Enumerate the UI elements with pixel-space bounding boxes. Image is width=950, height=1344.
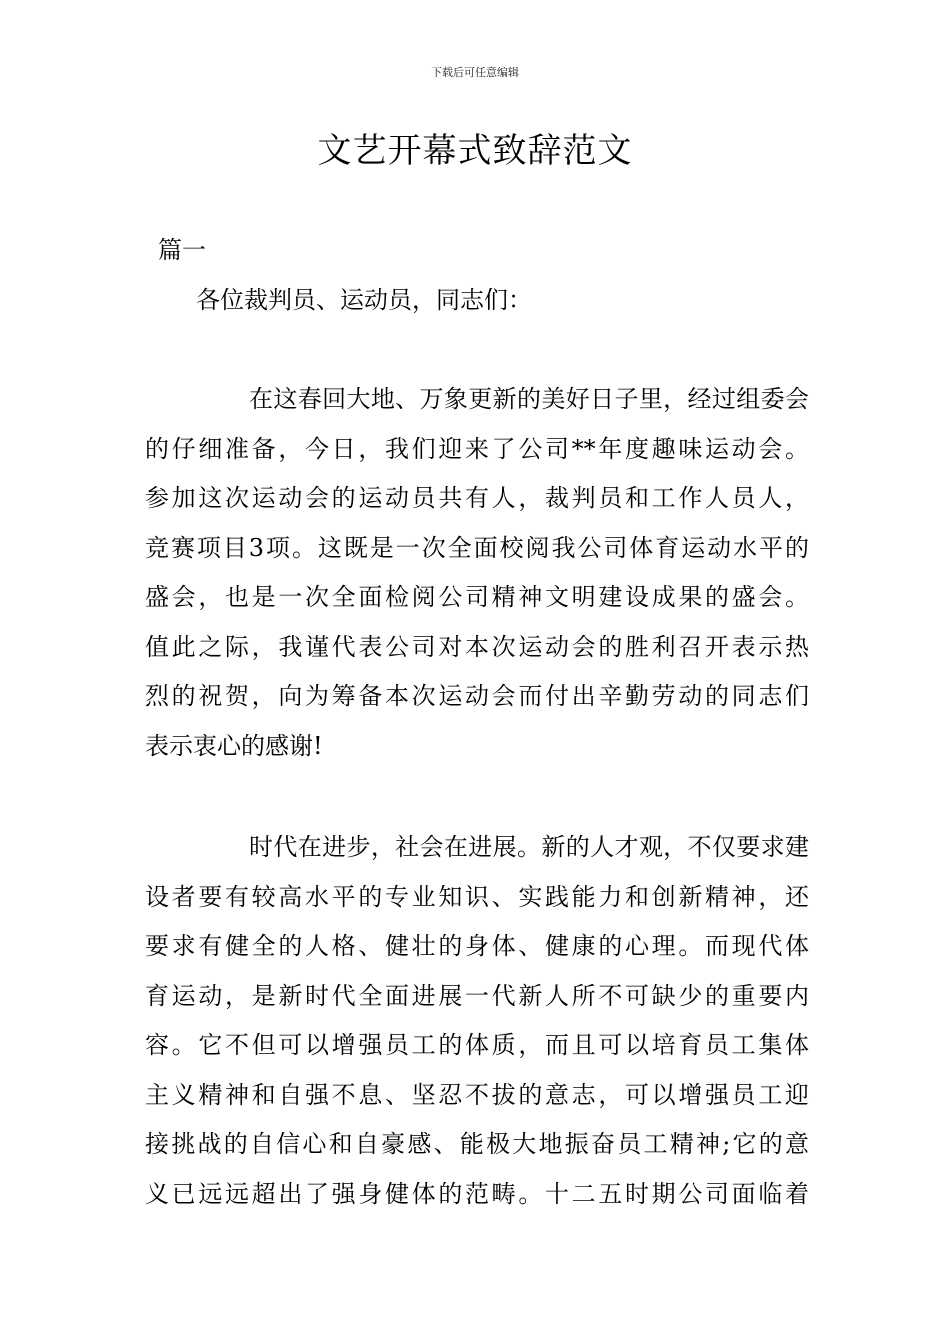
- paragraph-line: 盛会，也是一次全面检阅公司精神文明建设成果的盛会。: [145, 583, 809, 611]
- paragraph-line: 表示衷心的感谢!: [145, 731, 323, 760]
- paragraph-line: 主义精神和自强不息、坚忍不拔的意志，可以增强员工迎: [145, 1080, 809, 1109]
- paragraph-line: 竞赛项目3项。这既是一次全面校阅我公司体育运动水平的: [145, 533, 809, 562]
- header-note: 下载后可任意编辑: [431, 66, 519, 79]
- paragraph-line: 容。它不但可以增强员工的体质，而且可以培育员工集体: [145, 1031, 809, 1059]
- paragraph-line: 义已远远超出了强身健体的范畴。十二五时期公司面临着: [145, 1179, 809, 1208]
- paragraph-line: 育运动，是新时代全面进展一代新人所不可缺少的重要内: [145, 981, 809, 1010]
- paragraph-line: 接挑战的自信心和自豪感、能极大地振奋员工精神;它的意: [145, 1130, 809, 1158]
- paragraph-line: 时代在进步，社会在进展。新的人才观，不仅要求建: [249, 833, 809, 861]
- paragraph-line: 烈的祝贺，向为筹备本次运动会而付出辛勤劳动的同志们: [145, 682, 809, 710]
- paragraph-line: 要求有健全的人格、健壮的身体、健康的心理。而现代体: [145, 932, 809, 960]
- paragraph-line: 设者要有较高水平的专业知识、实践能力和创新精神，还: [145, 882, 809, 911]
- page-title: 文艺开幕式致辞范文: [317, 131, 633, 171]
- section-label: 篇一: [158, 236, 206, 264]
- greeting-line: 各位裁判员、运动员，同志们：: [196, 286, 532, 314]
- paragraph-line: 值此之际，我谨代表公司对本次运动会的胜利召开表示热: [145, 632, 809, 661]
- paragraph-line: 参加这次运动会的运动员共有人，裁判员和工作人员人，: [145, 484, 809, 512]
- paragraph-line: 在这春回大地、万象更新的美好日子里，经过组委会: [249, 385, 809, 413]
- paragraph-2: [145, 823, 809, 1219]
- paragraph-line: 的仔细准备，今日，我们迎来了公司**年度趣味运动会。: [145, 434, 809, 463]
- paragraph-1: [145, 375, 809, 771]
